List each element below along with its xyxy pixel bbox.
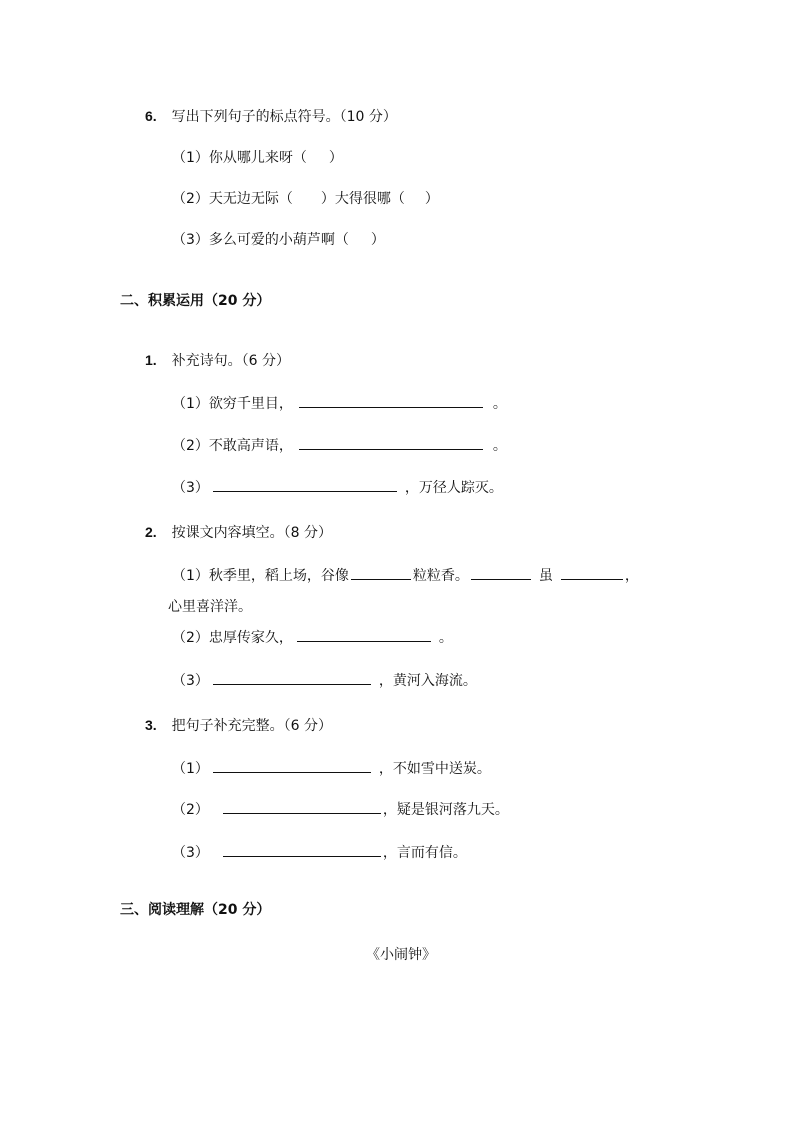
answer-blank[interactable] xyxy=(223,799,381,814)
item-text: 秋季里，稻上场，谷像 xyxy=(208,568,349,584)
answer-blank[interactable] xyxy=(561,565,623,580)
item-label: （1） xyxy=(172,761,209,777)
q6-item-3 xyxy=(172,230,385,250)
item-text: ， xyxy=(624,568,639,584)
question-2-title xyxy=(145,522,332,543)
answer-blank[interactable] xyxy=(223,842,381,857)
answer-blank[interactable] xyxy=(299,393,483,408)
item-text: ，疑是银河落九天。 xyxy=(382,802,509,818)
answer-blank[interactable] xyxy=(213,670,371,685)
item-text: ，黄河入海流。 xyxy=(378,673,477,689)
answer-blank[interactable] xyxy=(351,565,411,580)
question-text: 按课文内容填空。（8 分） xyxy=(171,525,332,541)
item-text: 虽 xyxy=(538,568,553,584)
q3-item-2 xyxy=(172,799,509,820)
question-3-title xyxy=(145,715,332,736)
item-label: （3） xyxy=(172,232,209,248)
item-label: （3） xyxy=(172,480,209,496)
item-text: 欲穷千里目， xyxy=(208,396,293,412)
question-number: 6. xyxy=(145,108,157,124)
q2-item-1 xyxy=(172,565,639,586)
item-label: （1） xyxy=(172,568,209,584)
q2-item-3 xyxy=(172,670,477,691)
item-text: ，言而有信。 xyxy=(382,845,467,861)
item-text: 。 xyxy=(492,438,507,454)
question-number: 1. xyxy=(145,352,157,368)
item-label: （1） xyxy=(172,396,209,412)
q3-item-1 xyxy=(172,758,491,779)
item-text: ，不如雪中送炭。 xyxy=(378,761,491,777)
item-label: （2） xyxy=(172,630,209,646)
answer-blank[interactable] xyxy=(213,477,397,492)
item-text: 天无边无际（ xyxy=(208,191,293,207)
question-number: 3. xyxy=(145,717,157,733)
item-label: （2） xyxy=(172,802,209,818)
item-label: （2） xyxy=(172,191,209,207)
item-label: （3） xyxy=(172,673,209,689)
q3-item-3 xyxy=(172,842,467,863)
item-text: ）大得很哪（ xyxy=(320,191,405,207)
item-label: （3） xyxy=(172,845,209,861)
item-text: 忠厚传家久， xyxy=(208,630,293,646)
q2-item-2 xyxy=(172,627,453,648)
answer-blank[interactable] xyxy=(297,627,431,642)
answer-blank[interactable] xyxy=(299,435,483,450)
item-text: 。 xyxy=(438,630,453,646)
q2-item-1-continued: 心里喜洋洋。 xyxy=(168,599,252,615)
answer-blank[interactable] xyxy=(471,565,531,580)
q6-item-2 xyxy=(172,189,439,209)
question-1-title xyxy=(145,350,290,371)
item-text: 你从哪儿来呀（ xyxy=(208,150,307,166)
question-text: 补充诗句。（6 分） xyxy=(171,353,290,369)
q1-item-1 xyxy=(172,393,507,414)
section-3-heading: 三、阅读理解（20 分） xyxy=(120,902,271,918)
item-text: ） xyxy=(328,150,343,166)
item-text: 多么可爱的小葫芦啊（ xyxy=(208,232,349,248)
q1-item-2 xyxy=(172,435,507,456)
section-2-heading: 二、积累运用（20 分） xyxy=(120,293,271,309)
item-text: ，万径人踪灭。 xyxy=(404,480,503,496)
item-text: 不敢高声语， xyxy=(208,438,293,454)
question-text: 把句子补充完整。（6 分） xyxy=(171,718,332,734)
q6-item-1 xyxy=(172,148,343,168)
item-text: 粒粒香。 xyxy=(412,568,469,584)
item-text: ） xyxy=(424,191,439,207)
item-label: （2） xyxy=(172,438,209,454)
answer-blank[interactable] xyxy=(213,758,371,773)
item-text: ） xyxy=(370,232,385,248)
item-label: （1） xyxy=(172,150,209,166)
question-number: 2. xyxy=(145,524,157,540)
q1-item-3 xyxy=(172,477,503,498)
question-6-title xyxy=(145,106,397,127)
item-text: 。 xyxy=(492,396,507,412)
passage-title: 《小闹钟》 xyxy=(366,947,436,963)
question-text: 写出下列句子的标点符号。（10 分） xyxy=(171,109,397,125)
